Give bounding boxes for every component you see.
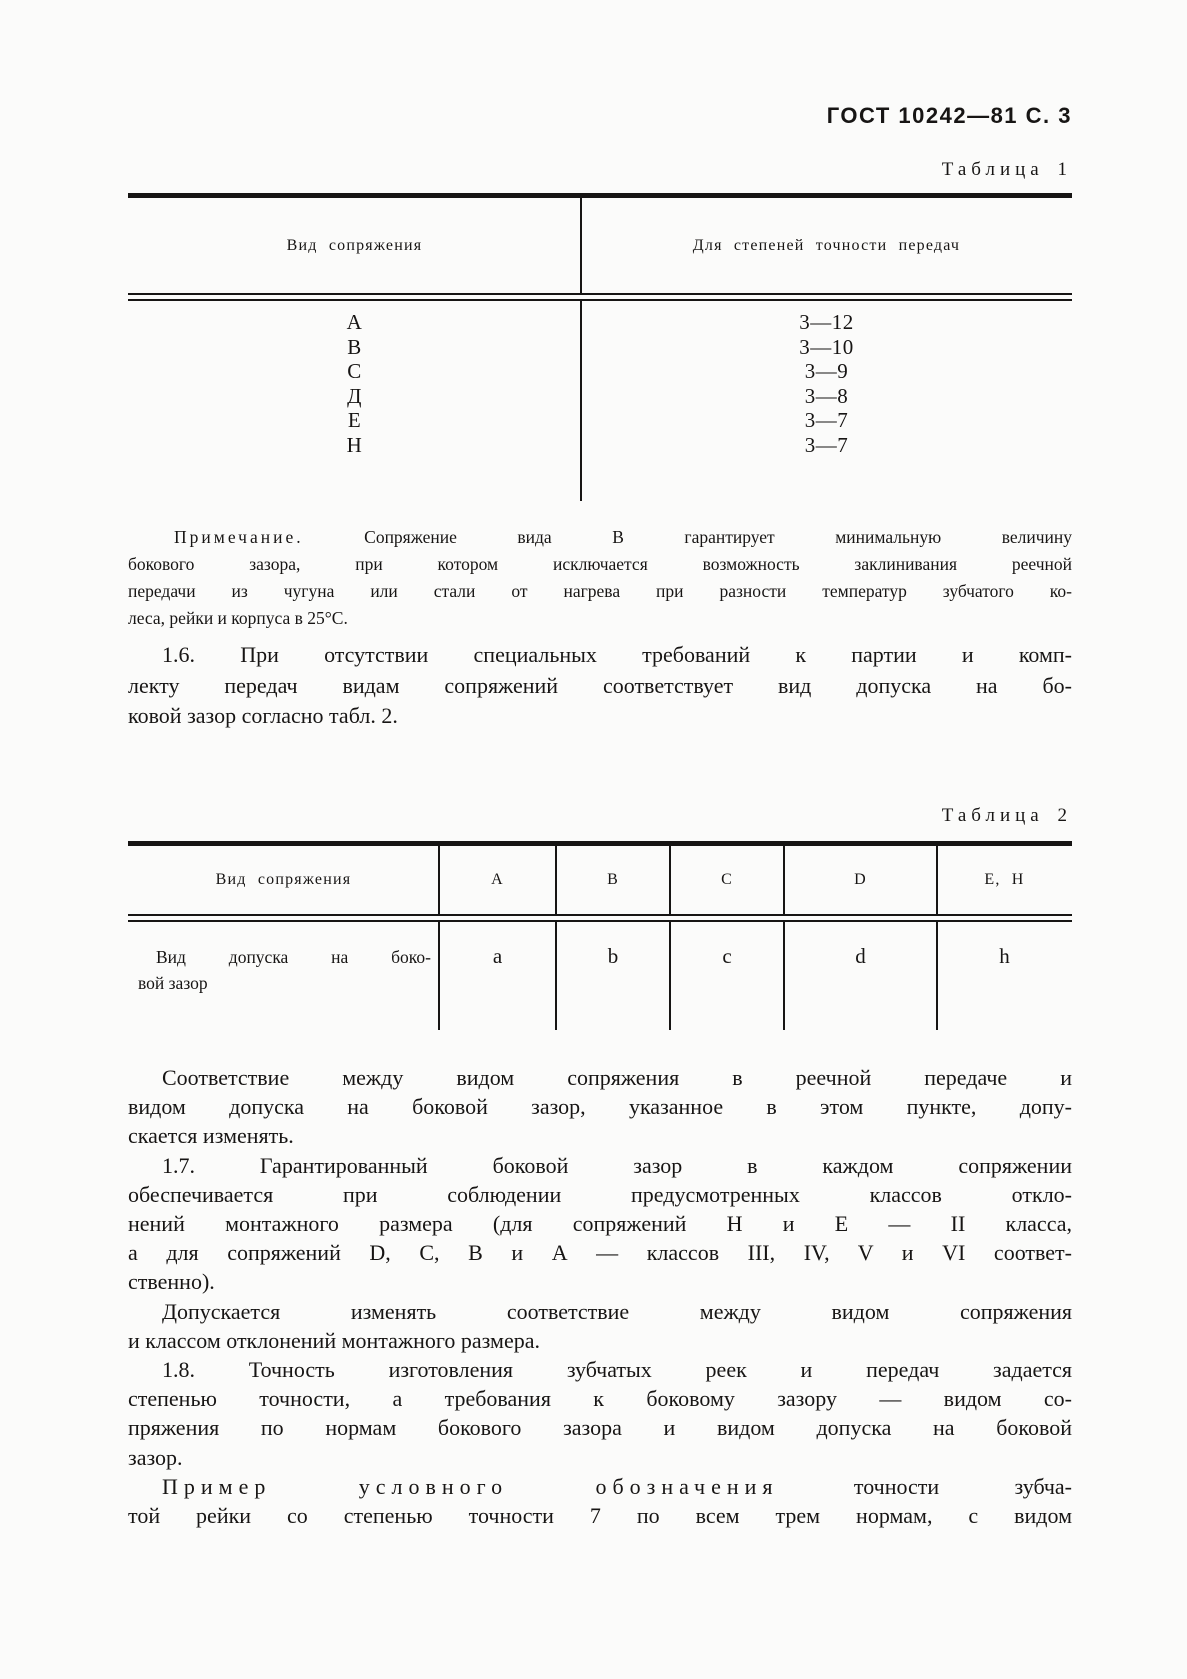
table2-value-b: b: [607, 944, 619, 968]
table2-column-divider: [936, 922, 938, 1030]
example-spaced-phrase: Пример условного обозначения: [162, 1473, 779, 1499]
table-row: 3—7: [804, 408, 849, 432]
table2-header-kind: Вид сопряжения: [215, 871, 352, 888]
text-line: передачи из чугуна или стали от нагрева при разности температур зубчатого ко-: [128, 581, 1072, 601]
table2-header-c: С: [721, 871, 733, 888]
table2-header-a: А: [491, 871, 504, 888]
table2-double-rule: [128, 914, 1072, 922]
text-line: скается изменять.: [128, 1123, 294, 1149]
table-row: Н: [346, 432, 363, 457]
text-line: лекту передач видам сопряжений соответствует вид допуска на бо-: [128, 672, 1072, 698]
table1-caption: Таблица 1: [941, 159, 1072, 180]
table-row: С: [347, 359, 362, 383]
body-text: [128, 1063, 1072, 1530]
table2-value-d: d: [855, 944, 866, 968]
note-label: Примечание.: [174, 527, 304, 547]
table-row: 3—10: [799, 334, 854, 359]
text-line: 1.6. При отсутствии специальных требований к партии и комп-: [162, 642, 1072, 667]
table1: [128, 193, 1072, 501]
table1-header-row: [128, 198, 1072, 293]
table2-column-divider: [669, 922, 671, 1030]
table2-header-d: D: [854, 871, 867, 888]
note-text: Сопряжение вида В гарантирует минимальную величину: [364, 527, 1073, 547]
table1-column-divider: [580, 301, 582, 501]
table2-column-divider: [555, 846, 557, 914]
table2-column-divider: [669, 846, 671, 914]
text-line: пряжения по нормам бокового зазора и видом допуска на боковой: [128, 1415, 1072, 1441]
text-line: ственно).: [128, 1269, 215, 1295]
table2: [128, 841, 1072, 1030]
text-line: [128, 1472, 1072, 1501]
table1-column-divider: [580, 198, 582, 293]
table-row: Д: [347, 383, 362, 408]
clause-1-6: [128, 640, 1072, 732]
table2-header-b: В: [607, 871, 619, 888]
table1-header-kind: Вид сопряжения: [286, 236, 423, 254]
table2-column-divider: [555, 922, 557, 1030]
table1-kind-column: [128, 310, 581, 501]
table2-column-divider: [783, 922, 785, 1030]
text-line: вой зазор: [138, 973, 208, 993]
text-line: и классом отклонений монтажного размера.: [128, 1327, 540, 1353]
text-line: степенью точности, а требования к боковому зазору — видом со-: [128, 1386, 1072, 1412]
table1-header-range: Для степеней точности передач: [692, 236, 961, 254]
text-line: Соответствие между видом сопряжения в реечной передаче и: [162, 1065, 1072, 1090]
table2-header-row: [128, 846, 1072, 914]
table2-body: [128, 922, 1072, 1030]
table2-value-h: h: [999, 944, 1010, 968]
table-row: 3—7: [804, 432, 849, 457]
table-row: А: [346, 310, 363, 334]
example-text: точности зубча-: [853, 1473, 1073, 1499]
text-line: леса, рейки и корпуса в 25°С.: [128, 608, 348, 628]
table-row: 3—12: [799, 310, 854, 334]
note-paragraph: [128, 524, 1072, 632]
doc-reference: ГОСТ 10242—81 С. 3: [826, 103, 1072, 128]
text-line: нений монтажного размера (для сопряжений Н и Е — II класса,: [128, 1211, 1072, 1237]
text-line: Вид допуска на боко-: [156, 947, 431, 967]
text-line: бокового зазора, при котором исключается возможность заклинивания реечной: [128, 554, 1072, 574]
table2-column-divider: [783, 846, 785, 914]
text-line: обеспечивается при соблюдении предусмотренных классов откло-: [128, 1181, 1072, 1207]
table1-range-column: [581, 310, 1072, 501]
table2-column-divider: [438, 846, 440, 914]
table2-value-c: c: [722, 944, 732, 968]
table1-double-rule: [128, 293, 1072, 301]
text-line: а для сопряжений D, С, В и А — классов III, IV, V и VI соответ-: [128, 1240, 1072, 1266]
table2-row-label: [128, 944, 439, 1030]
table-row: 3—8: [804, 383, 849, 408]
table-row: Е: [347, 408, 362, 432]
table2-value-a: a: [492, 944, 503, 968]
text-line: зазор.: [128, 1444, 183, 1470]
text-line: [128, 524, 1072, 551]
table2-column-divider: [438, 922, 440, 1030]
text-line: ковой зазор согласно табл. 2.: [128, 703, 398, 728]
table2-header-eh: Е, Н: [984, 871, 1025, 888]
table-row: 3—9: [804, 359, 849, 383]
table-row: В: [347, 334, 362, 359]
text-line: 1.8. Точность изготовления зубчатых реек и передач задается: [162, 1357, 1072, 1383]
text-line: 1.7. Гарантированный боковой зазор в каждом сопряжении: [162, 1152, 1072, 1178]
table2-caption: Таблица 2: [941, 805, 1072, 826]
text-line: Допускается изменять соответствие между видом сопряжения: [162, 1298, 1072, 1324]
text-line: той рейки со степенью точности 7 по всем трем нормам, с видом: [128, 1503, 1072, 1529]
text-line: видом допуска на боковой зазор, указанное в этом пункте, допу-: [128, 1094, 1072, 1120]
table2-column-divider: [936, 846, 938, 914]
table1-body: [128, 301, 1072, 501]
